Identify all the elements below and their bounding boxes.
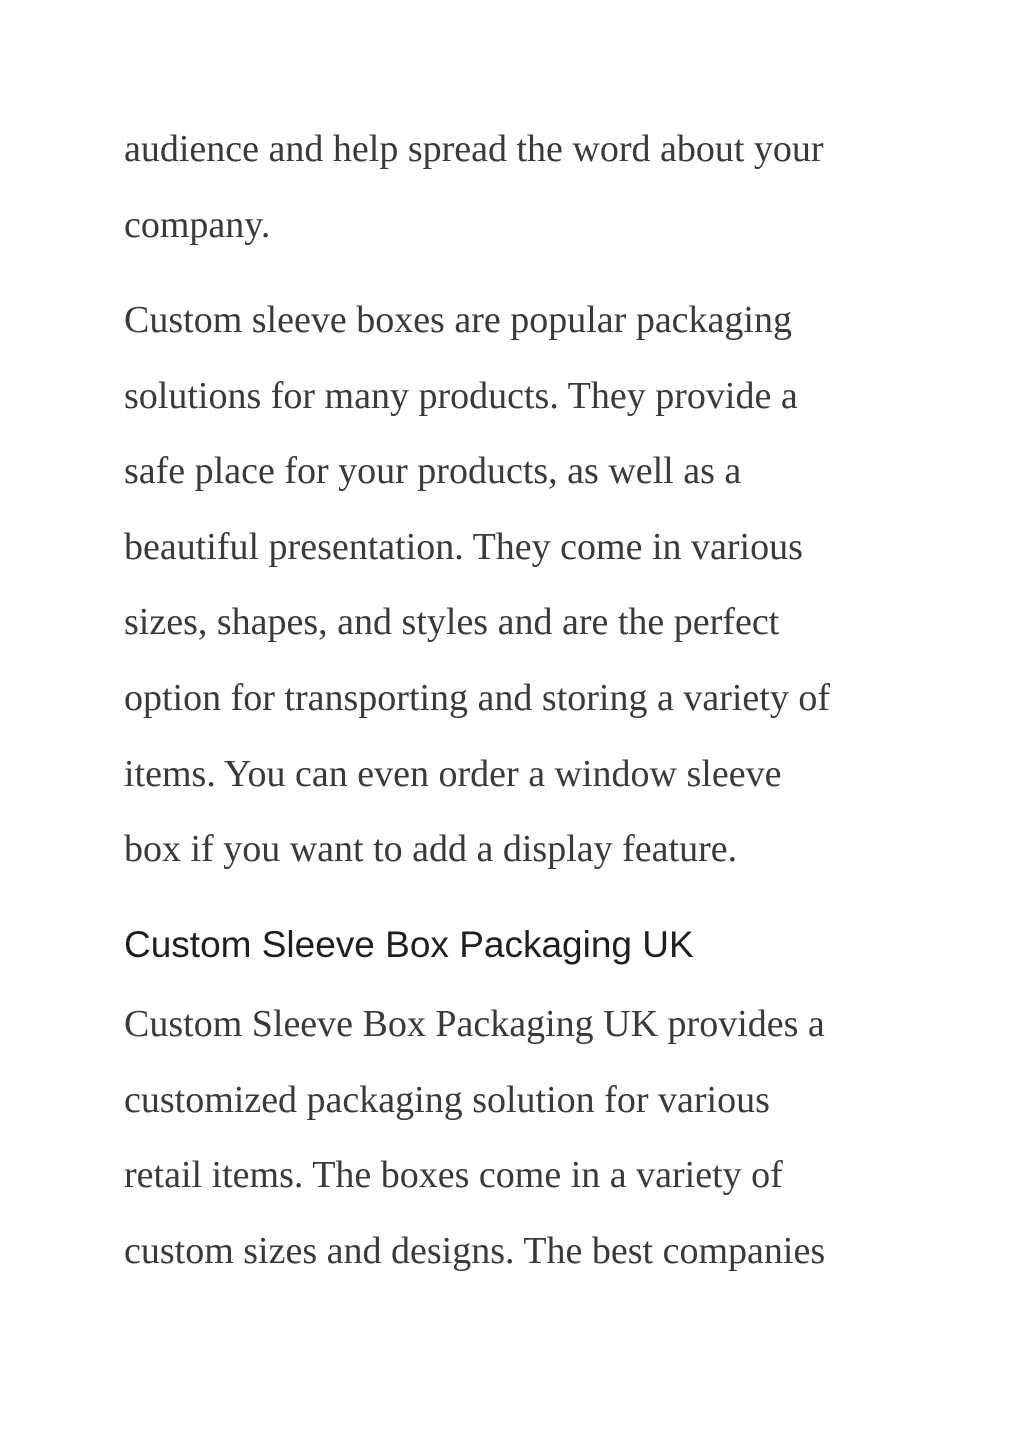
paragraph-line: safe place for your products, as well as a: [124, 450, 742, 492]
paragraph-line: box if you want to add a display feature.: [124, 828, 738, 870]
paragraph-line: option for transporting and storing a variety of: [124, 677, 831, 719]
paragraph-line: sizes, shapes, and styles and are the perfect: [124, 601, 780, 643]
paragraph-line: beautiful presentation. They come in various: [124, 526, 803, 568]
paragraph-line: customized packaging solution for various: [124, 1079, 770, 1121]
paragraph-line: audience and help spread the word about your: [124, 128, 824, 170]
section-heading: Custom Sleeve Box Packaging UK: [124, 924, 694, 965]
paragraph-line: solutions for many products. They provide a: [124, 375, 798, 417]
paragraph-line: retail items. The boxes come in a variety of: [124, 1154, 783, 1196]
paragraph-line: items. You can even order a window sleeve: [124, 753, 782, 795]
paragraph-line: custom sizes and designs. The best companies: [124, 1230, 826, 1272]
paragraph-line: Custom sleeve boxes are popular packaging: [124, 299, 792, 341]
paragraph-line: company.: [124, 204, 271, 246]
paragraph-line: Custom Sleeve Box Packaging UK provides a: [124, 1003, 825, 1045]
